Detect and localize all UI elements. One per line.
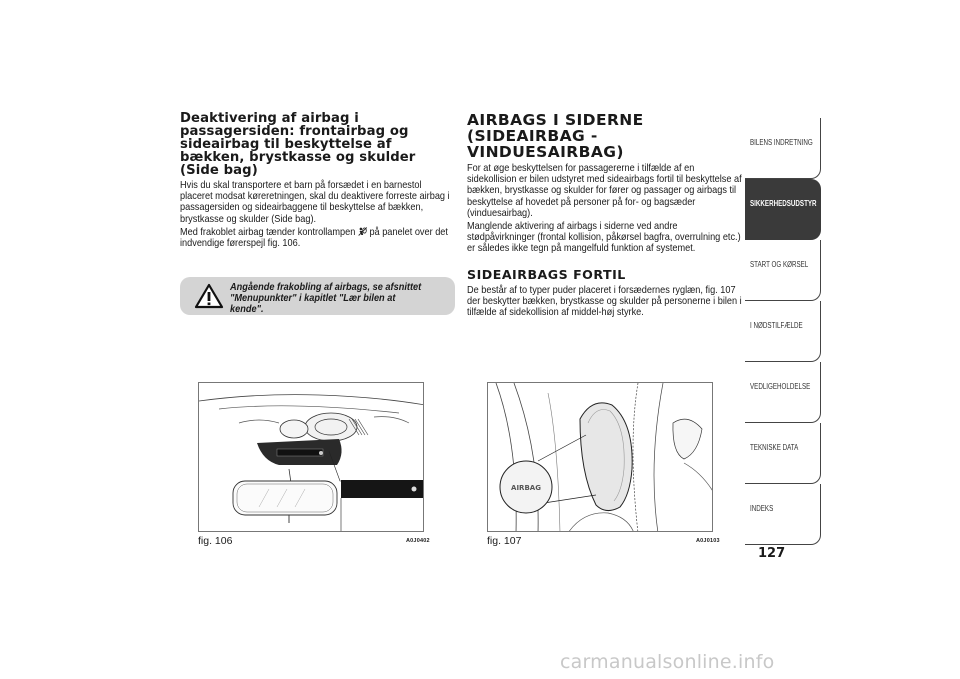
paragraph: Hvis du skal transportere et barn på forsædet i en barnestol placeret modsat køreretningen, skal du deaktivere forreste airbag i passagersiden og sideairbaggene til beskyttelse af bækken, brystkasse og skulder (Side bag). bbox=[180, 180, 450, 225]
left-column bbox=[180, 112, 454, 251]
figure-106-caption: fig. 106 bbox=[198, 535, 233, 547]
figure-107-illustration bbox=[488, 383, 713, 532]
tab-tekniske-data[interactable]: TEKNISKE DATA bbox=[745, 423, 821, 484]
page-number: 127 bbox=[758, 546, 786, 561]
tab-indeks[interactable]: INDEKS bbox=[745, 484, 821, 545]
figure-106 bbox=[198, 382, 424, 532]
tab-i-noedstilfaelde[interactable]: I NØDSTILFÆLDE bbox=[745, 301, 821, 362]
tab-sikkerhedsudstyr[interactable]: SIKKERHEDSUDSTYR bbox=[745, 179, 821, 240]
tab-bilens-indretning[interactable]: BILENS INDRETNING bbox=[745, 118, 821, 179]
airbag-off-icon bbox=[358, 227, 367, 236]
paragraph: Manglende aktivering af airbags i siderne ved andre stødpåvirkninger (frontal kollision, påkørsel bagfra, overrulning etc.) er således ikke tegn på mangelfuld funktion af systemet. bbox=[467, 221, 741, 255]
right-body-text-2 bbox=[467, 285, 745, 319]
figure-107 bbox=[487, 382, 713, 532]
airbag-label: AIRBAG bbox=[511, 484, 541, 492]
section-heading-side-airbags: AIRBAGS I SIDERNE (SIDEAIRBAG - VINDUESAIRBAG) bbox=[467, 111, 644, 161]
right-column bbox=[467, 112, 745, 320]
watermark: carmanualsonline.info bbox=[560, 651, 775, 673]
left-body-text bbox=[180, 180, 454, 249]
warning-note bbox=[180, 277, 455, 315]
figure-106-code: A0J0402 bbox=[406, 538, 430, 544]
subheading-front-side-airbags: SIDEAIRBAGS FORTIL bbox=[467, 266, 626, 282]
chapter-tabs bbox=[745, 118, 821, 545]
right-body-text bbox=[467, 163, 745, 255]
paragraph: De består af to typer puder placeret i forsædernes ryglæn, fig. 107 der beskytter bækken, brystkasse og skulder på personerne i bilen i tilfælde af sidekollision af middel-høj styrke. bbox=[467, 284, 742, 319]
figure-106-illustration bbox=[199, 383, 424, 532]
warning-triangle-icon bbox=[194, 283, 224, 309]
figure-107-caption: fig. 107 bbox=[487, 535, 522, 547]
figure-107-code: A0J0103 bbox=[696, 538, 720, 544]
warning-text: Angående frakobling af airbags, se afsnittet "Menupunkter" i kapitlet "Lær bilen at kende". bbox=[230, 282, 422, 315]
paragraph: Med frakoblet airbag tænder kontrollampen på panelet over det indvendige førerspejl fig. 106. bbox=[180, 226, 448, 250]
tab-start-og-koersel[interactable]: START OG KØRSEL bbox=[745, 240, 821, 301]
section-heading-deactivation: Deaktivering af airbag i passagersiden: frontairbag og sideairbag til beskyttelse af bækken, brystkasse og skulder (Side bag) bbox=[180, 111, 416, 178]
tab-vedligeholdelse[interactable]: VEDLIGEHOLDELSE bbox=[745, 362, 821, 423]
paragraph: For at øge beskyttelsen for passagererne i tilfælde af en sidekollision er bilen udstyret med sideairbags fortil til beskyttelse af bækken, brystkasse og skulder for fører og passager og airbags til beskyttelse af hovedet på personer på for- og bagsæder (vinduesairbag). bbox=[467, 163, 742, 219]
